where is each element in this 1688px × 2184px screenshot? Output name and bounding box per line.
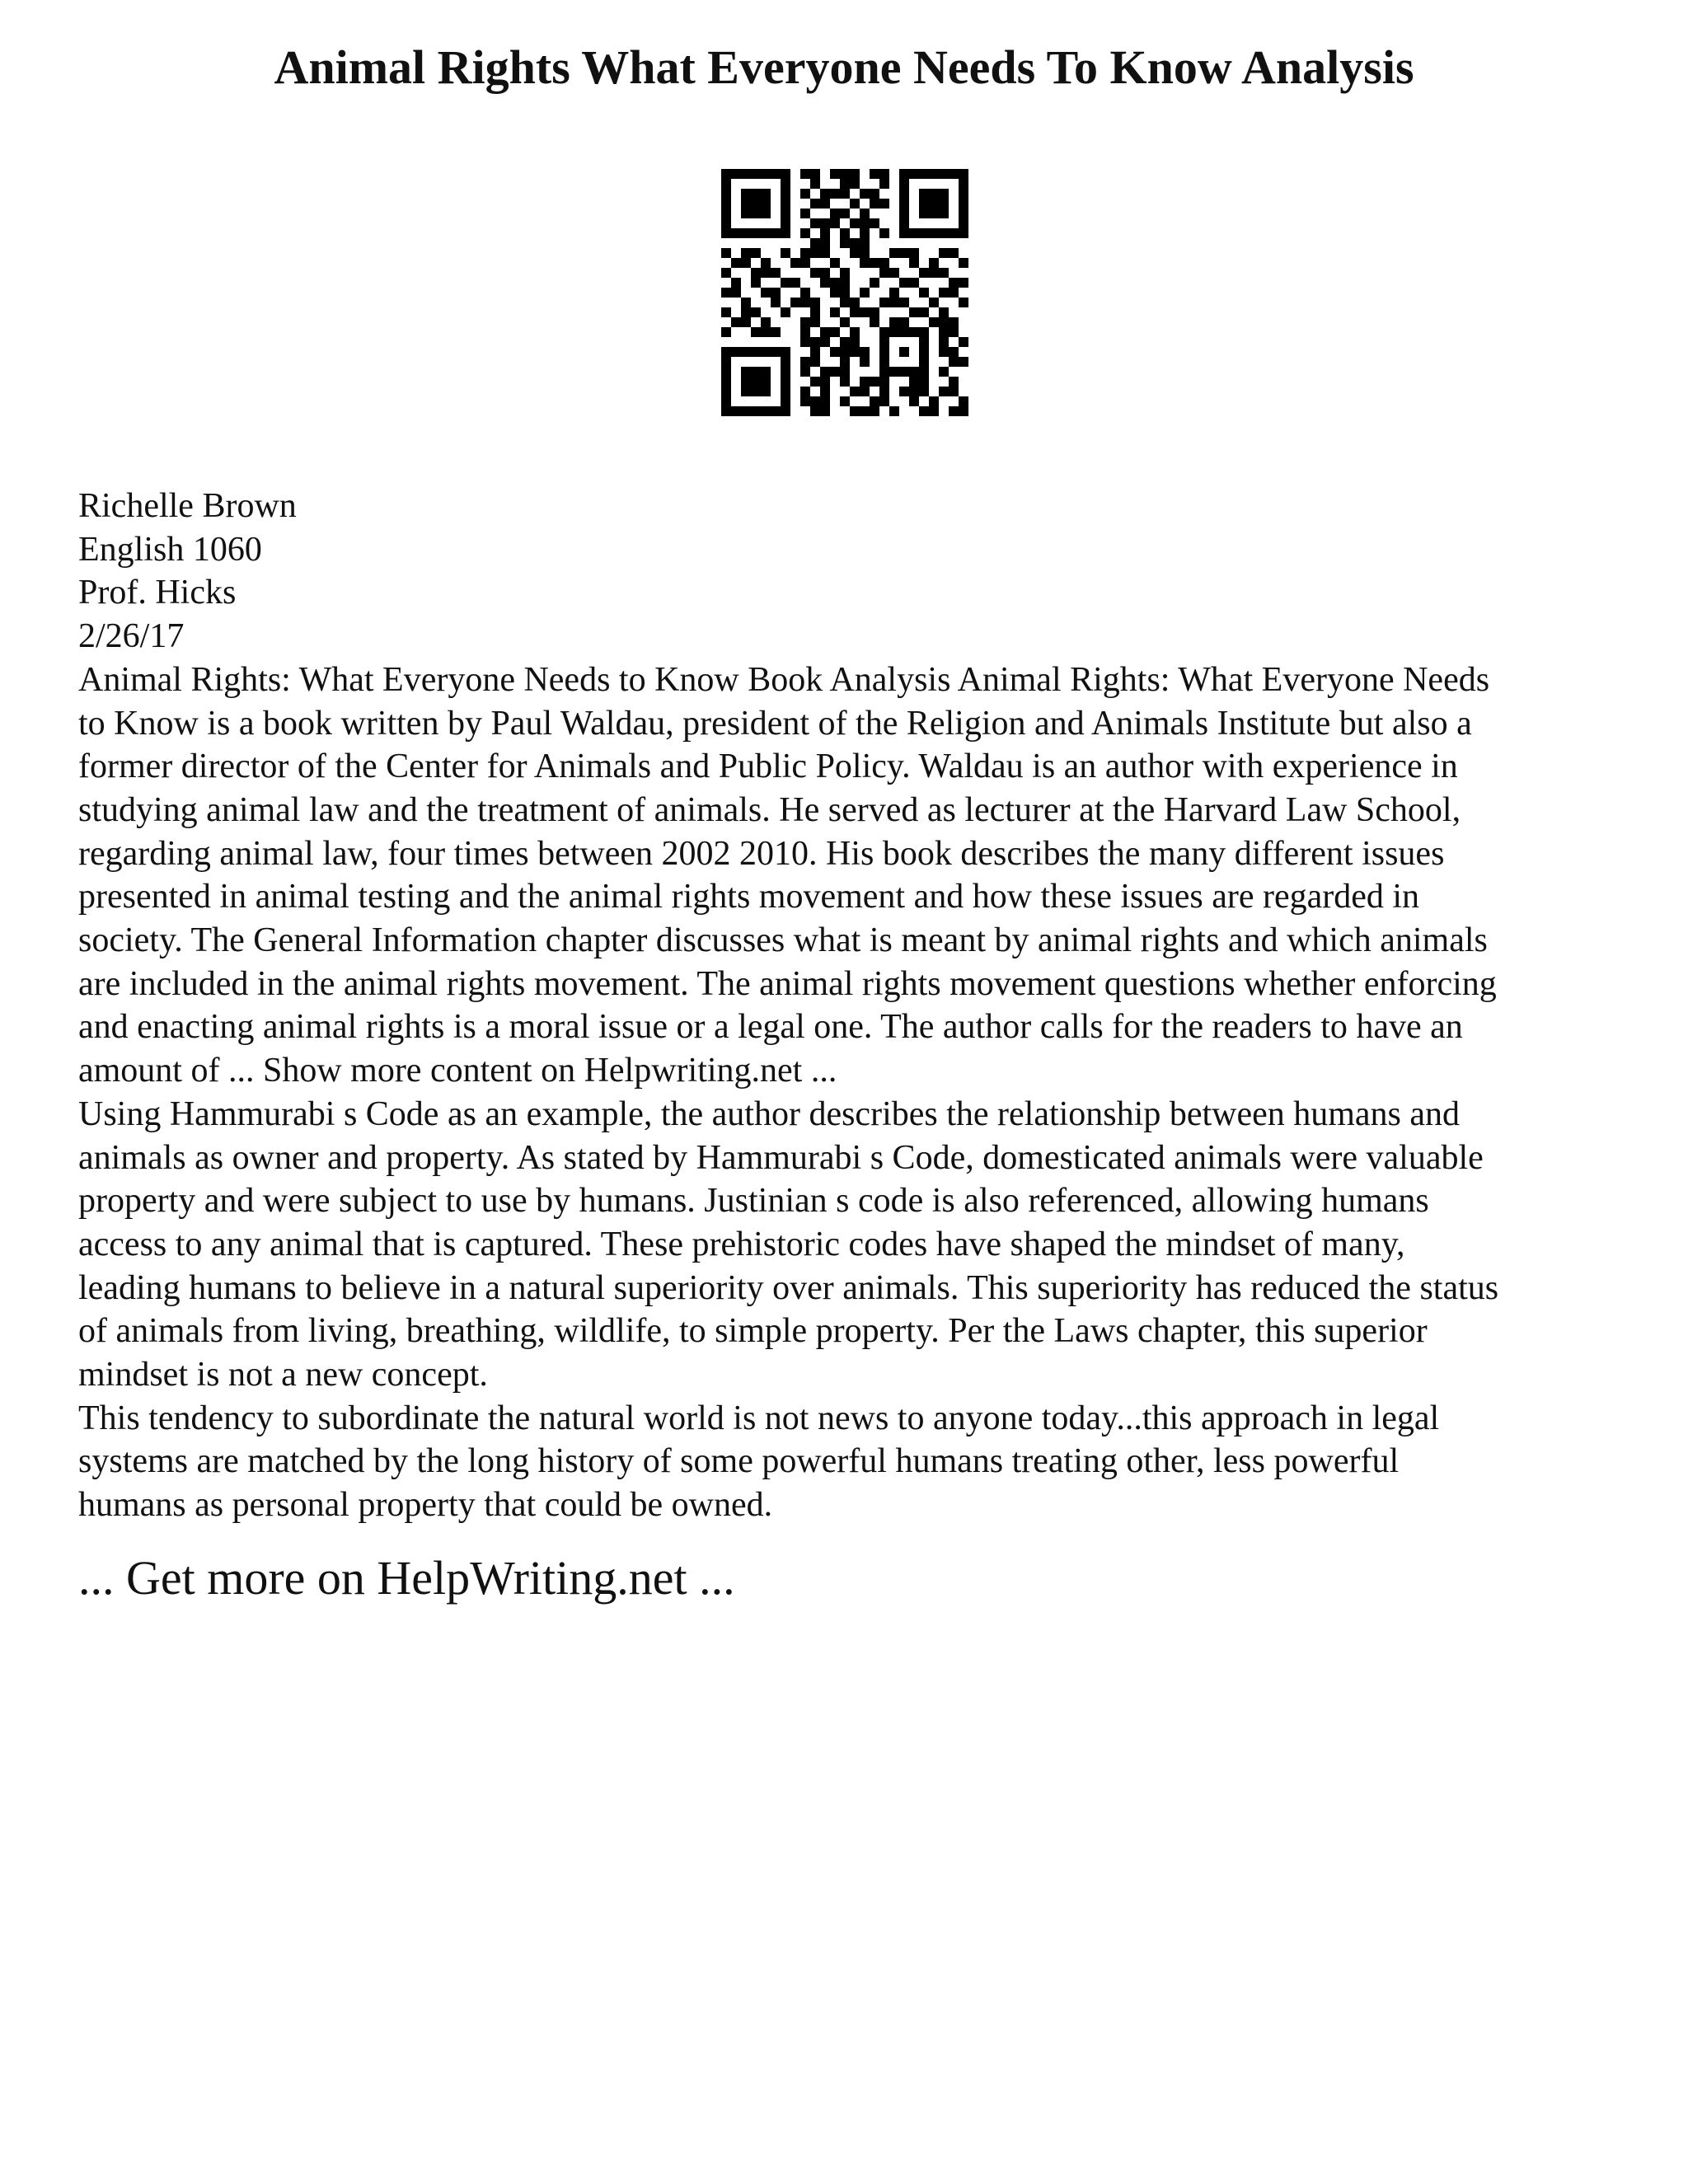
course-name: English 1060 <box>78 530 262 569</box>
paragraph-line: humans as personal property that could be owned. <box>78 1486 773 1525</box>
qr-code-icon <box>721 169 968 416</box>
paragraph-line: presented in animal testing and the animal rights movement and how these issues are regarded in <box>78 878 1420 916</box>
paragraph-quote <box>78 1397 1628 1527</box>
paragraph-line: systems are matched by the long history of some powerful humans treating other, less powerful <box>78 1442 1400 1481</box>
paragraph-line: society. The General Information chapter discusses what is meant by animal rights and which animals <box>78 921 1488 960</box>
paragraph-line: Animal Rights: What Everyone Needs to Know Book Analysis Animal Rights: What Everyone Needs <box>78 660 1490 699</box>
paragraph-line: to Know is a book written by Paul Waldau, president of the Religion and Animals Institute but also a <box>78 704 1472 743</box>
paragraph-line: studying animal law and the treatment of animals. He served as lecturer at the Harvard Law School, <box>78 790 1461 829</box>
paragraph-line: animals as owner and property. As stated by Hammurabi s Code, domesticated animals were valuable <box>78 1138 1484 1177</box>
paragraph-hammurabi <box>78 1093 1628 1397</box>
paragraph-line: property and were subject to use by humans. Justinian s code is also referenced, allowing humans <box>78 1182 1429 1221</box>
document-body <box>78 485 1628 1527</box>
paragraph-intro <box>78 658 1628 1093</box>
document-date: 2/26/17 <box>78 617 185 656</box>
page-title: Animal Rights What Everyone Needs To Know Analysis <box>274 40 1414 94</box>
paragraph-line: access to any animal that is captured. These prehistoric codes have shaped the mindset of many, <box>78 1225 1405 1263</box>
paragraph-line: mindset is not a new concept. <box>78 1356 488 1394</box>
paragraph-line: are included in the animal rights movement. The animal rights movement questions whether enforcing <box>78 964 1497 1003</box>
paragraph-line: Using Hammurabi s Code as an example, the author describes the relationship between humans and <box>78 1094 1461 1133</box>
paragraph-line: This tendency to subordinate the natural world is not news to anyone today...this approach in legal <box>78 1399 1440 1437</box>
paragraph-line: leading humans to believe in a natural superiority over animals. This superiority has reduced the status <box>78 1268 1499 1307</box>
paragraph-line: of animals from living, breathing, wildlife, to simple property. Per the Laws chapter, this superior <box>78 1312 1428 1351</box>
get-more-link[interactable]: ... Get more on HelpWriting.net ... <box>78 1551 735 1605</box>
paragraph-line: and enacting animal rights is a moral issue or a legal one. The author calls for the readers to have an <box>78 1008 1463 1047</box>
paragraph-line: regarding animal law, four times between 2002 2010. His book describes the many different issues <box>78 834 1445 873</box>
author-name: Richelle Brown <box>78 487 297 525</box>
paragraph-line: amount of ... Show more content on Helpwriting.net ... <box>78 1052 837 1090</box>
instructor-name: Prof. Hicks <box>78 574 237 612</box>
paragraph-line: former director of the Center for Animals and Public Policy. Waldau is an author with experience in <box>78 748 1458 786</box>
